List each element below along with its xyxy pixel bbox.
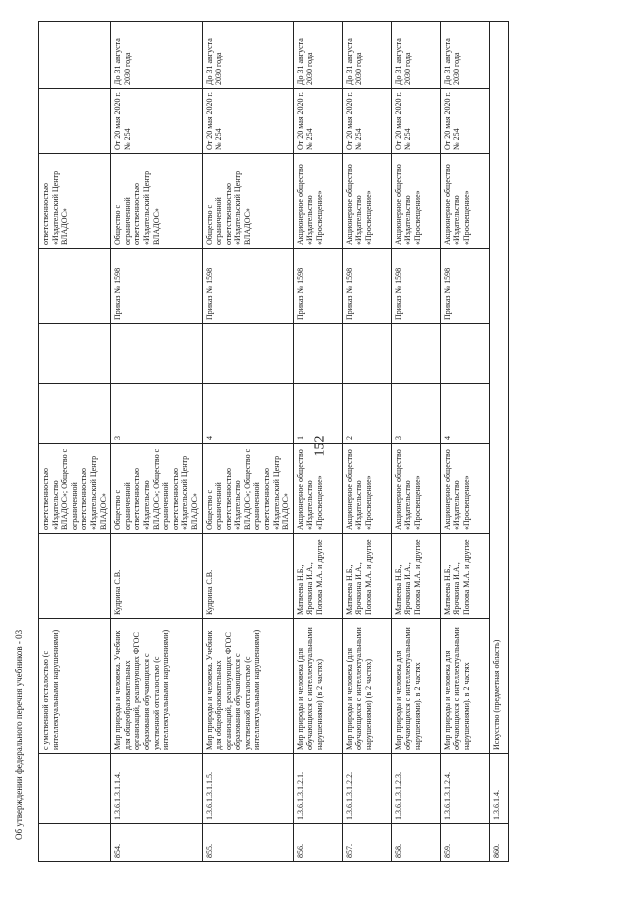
table-row — [111, 22, 202, 862]
row-organization: Акционерное общество «Издательство «Просвещение» — [342, 154, 391, 249]
row-organization: Акционерное общество «Издательство «Просвещение» — [440, 154, 489, 249]
row-order — [39, 249, 111, 324]
row-grade: 1 — [293, 384, 342, 444]
row-organization: Общество с ограниченной ответственностью «Издательский Центр ВЛАДОС» — [111, 154, 202, 249]
row-date: От 20 мая 2020 г. № 254 — [440, 89, 489, 154]
row-tag — [202, 324, 293, 384]
row-title: Мир природы и человека. Учебник для общеобразовательных организаций, реализующих ФГОС образования обучающихся с умственной отсталостью (с интеллектуальными нарушениями) — [202, 619, 293, 754]
page-number: 152 — [312, 435, 328, 457]
row-order: Приказ № 1598 — [342, 249, 391, 324]
textbook-table — [38, 21, 509, 862]
row-author: Матвеева Н.Б., Ярочкина И.А., Попова М.А. и другие — [342, 534, 391, 619]
row-code — [39, 754, 111, 824]
row-tag — [111, 324, 202, 384]
row-grade: 3 — [111, 384, 202, 444]
row-number: 856. — [293, 824, 342, 862]
row-tag — [39, 324, 111, 384]
row-code: 1.3.6.1.3.1.2.4. — [440, 754, 489, 824]
row-code: 1.3.6.1.3.1.1.4. — [111, 754, 202, 824]
row-until: До 31 августа 2030 года — [440, 22, 489, 89]
row-date: От 20 мая 2020 г. № 254 — [342, 89, 391, 154]
row-date: От 20 мая 2020 г. № 254 — [202, 89, 293, 154]
row-code: 1.3.6.1.3.1.2.1. — [293, 754, 342, 824]
row-publisher: Акционерное общество «Издательство «Просвещение» — [293, 444, 342, 534]
row-title: Мир природы и человека (для обучающихся с интеллектуальными нарушениями) (в 2 частях) — [342, 619, 391, 754]
table-row — [440, 22, 489, 862]
section-code: 1.3.6.1.4. — [489, 754, 508, 824]
row-title: с умственной отсталостью (с интеллектуальными нарушениями) — [39, 619, 111, 754]
row-title: Мир природы и человека. Учебник для общеобразовательных организаций, реализующих ФГОС образования обучающихся с умственной отсталостью (с интеллектуальными нарушениями) — [111, 619, 202, 754]
row-number: 859. — [440, 824, 489, 862]
table-row — [202, 22, 293, 862]
row-author: Кудрина С.В. — [202, 534, 293, 619]
row-date: От 20 мая 2020 г. № 254 — [111, 89, 202, 154]
row-publisher: Акционерное общество «Издательство «Просвещение» — [440, 444, 489, 534]
row-until: До 31 августа 2030 года — [342, 22, 391, 89]
rotated-table-container — [38, 22, 593, 862]
row-tag — [342, 324, 391, 384]
row-code: 1.3.6.1.3.1.1.5. — [202, 754, 293, 824]
footer-note: Об утверждении федерального перечня учебников - 03 — [14, 629, 24, 840]
row-code: 1.3.6.1.3.1.2.3. — [391, 754, 440, 824]
row-order: Приказ № 1598 — [391, 249, 440, 324]
row-number: 858. — [391, 824, 440, 862]
table-row — [342, 22, 391, 862]
row-organization: Акционерное общество «Издательство «Просвещение» — [293, 154, 342, 249]
table-row — [293, 22, 342, 862]
row-grade: 3 — [391, 384, 440, 444]
row-publisher: ответственностью «Издательство ВЛАДОС»; Общество с ограниченной ответственностью «Издательский Центр ВЛАДОС» — [39, 444, 111, 534]
row-date: От 20 мая 2020 г. № 254 — [293, 89, 342, 154]
row-organization: Общество с ограниченной ответственностью «Издательский Центр ВЛАДОС» — [202, 154, 293, 249]
row-until: До 31 августа 2030 года — [202, 22, 293, 89]
row-order: Приказ № 1598 — [202, 249, 293, 324]
row-number: 854. — [111, 824, 202, 862]
row-publisher: Общество с ограниченной ответственностью «Издательство ВЛАДОС»; Общество с ограниченной ответственностью «Издательский Центр ВЛАДОС» — [111, 444, 202, 534]
row-title: Мир природы и человека для обучающихся с интеллектуальными нарушениями). в 2 частях — [391, 619, 440, 754]
row-grade — [39, 384, 111, 444]
row-author: Матвеева Н.Б., Ярочкина И.А., Попова М.А. и другие — [293, 534, 342, 619]
row-organization: Акционерное общество «Издательство «Просвещение» — [391, 154, 440, 249]
row-date: От 20 мая 2020 г. № 254 — [391, 89, 440, 154]
row-order: Приказ № 1598 — [111, 249, 202, 324]
table-row — [391, 22, 440, 862]
row-grade: 4 — [440, 384, 489, 444]
row-tag — [293, 324, 342, 384]
table-row — [39, 22, 111, 862]
row-order: Приказ № 1598 — [440, 249, 489, 324]
row-number: 857. — [342, 824, 391, 862]
section-title: Искусство (предметная область) — [489, 22, 508, 754]
row-publisher: Общество с ограниченной ответственностью «Издательство ВЛАДОС»; Общество с ограниченной ответственностью «Издательский Центр ВЛАДОС» — [202, 444, 293, 534]
row-until: До 31 августа 2030 года — [293, 22, 342, 89]
row-until: До 31 августа 2030 года — [391, 22, 440, 89]
row-tag — [391, 324, 440, 384]
row-number — [39, 824, 111, 862]
row-title: Мир природы и человека для обучающихся с интеллектуальными нарушениями). в 2 частях — [440, 619, 489, 754]
row-tag — [440, 324, 489, 384]
row-organization: ответственностью «Издательский Центр ВЛАДОС» — [39, 154, 111, 249]
row-date — [39, 89, 111, 154]
row-publisher: Акционерное общество «Издательство «Просвещение» — [391, 444, 440, 534]
row-author: Матвеева Н.Б., Ярочкина И.А., Попова М.А. и другие — [440, 534, 489, 619]
row-author — [39, 534, 111, 619]
row-code: 1.3.6.1.3.1.2.2. — [342, 754, 391, 824]
row-number: 855. — [202, 824, 293, 862]
row-until: До 31 августа 2030 года — [111, 22, 202, 89]
row-author: Кудрина С.В. — [111, 534, 202, 619]
row-grade: 4 — [202, 384, 293, 444]
row-order: Приказ № 1598 — [293, 249, 342, 324]
row-until — [39, 22, 111, 89]
section-row — [489, 22, 508, 862]
row-author: Матвеева Н.Б., Ярочкина И.А., Попова М.А. и другие — [391, 534, 440, 619]
section-number: 860. — [489, 824, 508, 862]
row-publisher: Акционерное общество «Издательство «Просвещение» — [342, 444, 391, 534]
row-title: Мир природы и человека (для обучающихся с интеллектуальными нарушениями) (в 2 частях) — [293, 619, 342, 754]
row-grade: 2 — [342, 384, 391, 444]
